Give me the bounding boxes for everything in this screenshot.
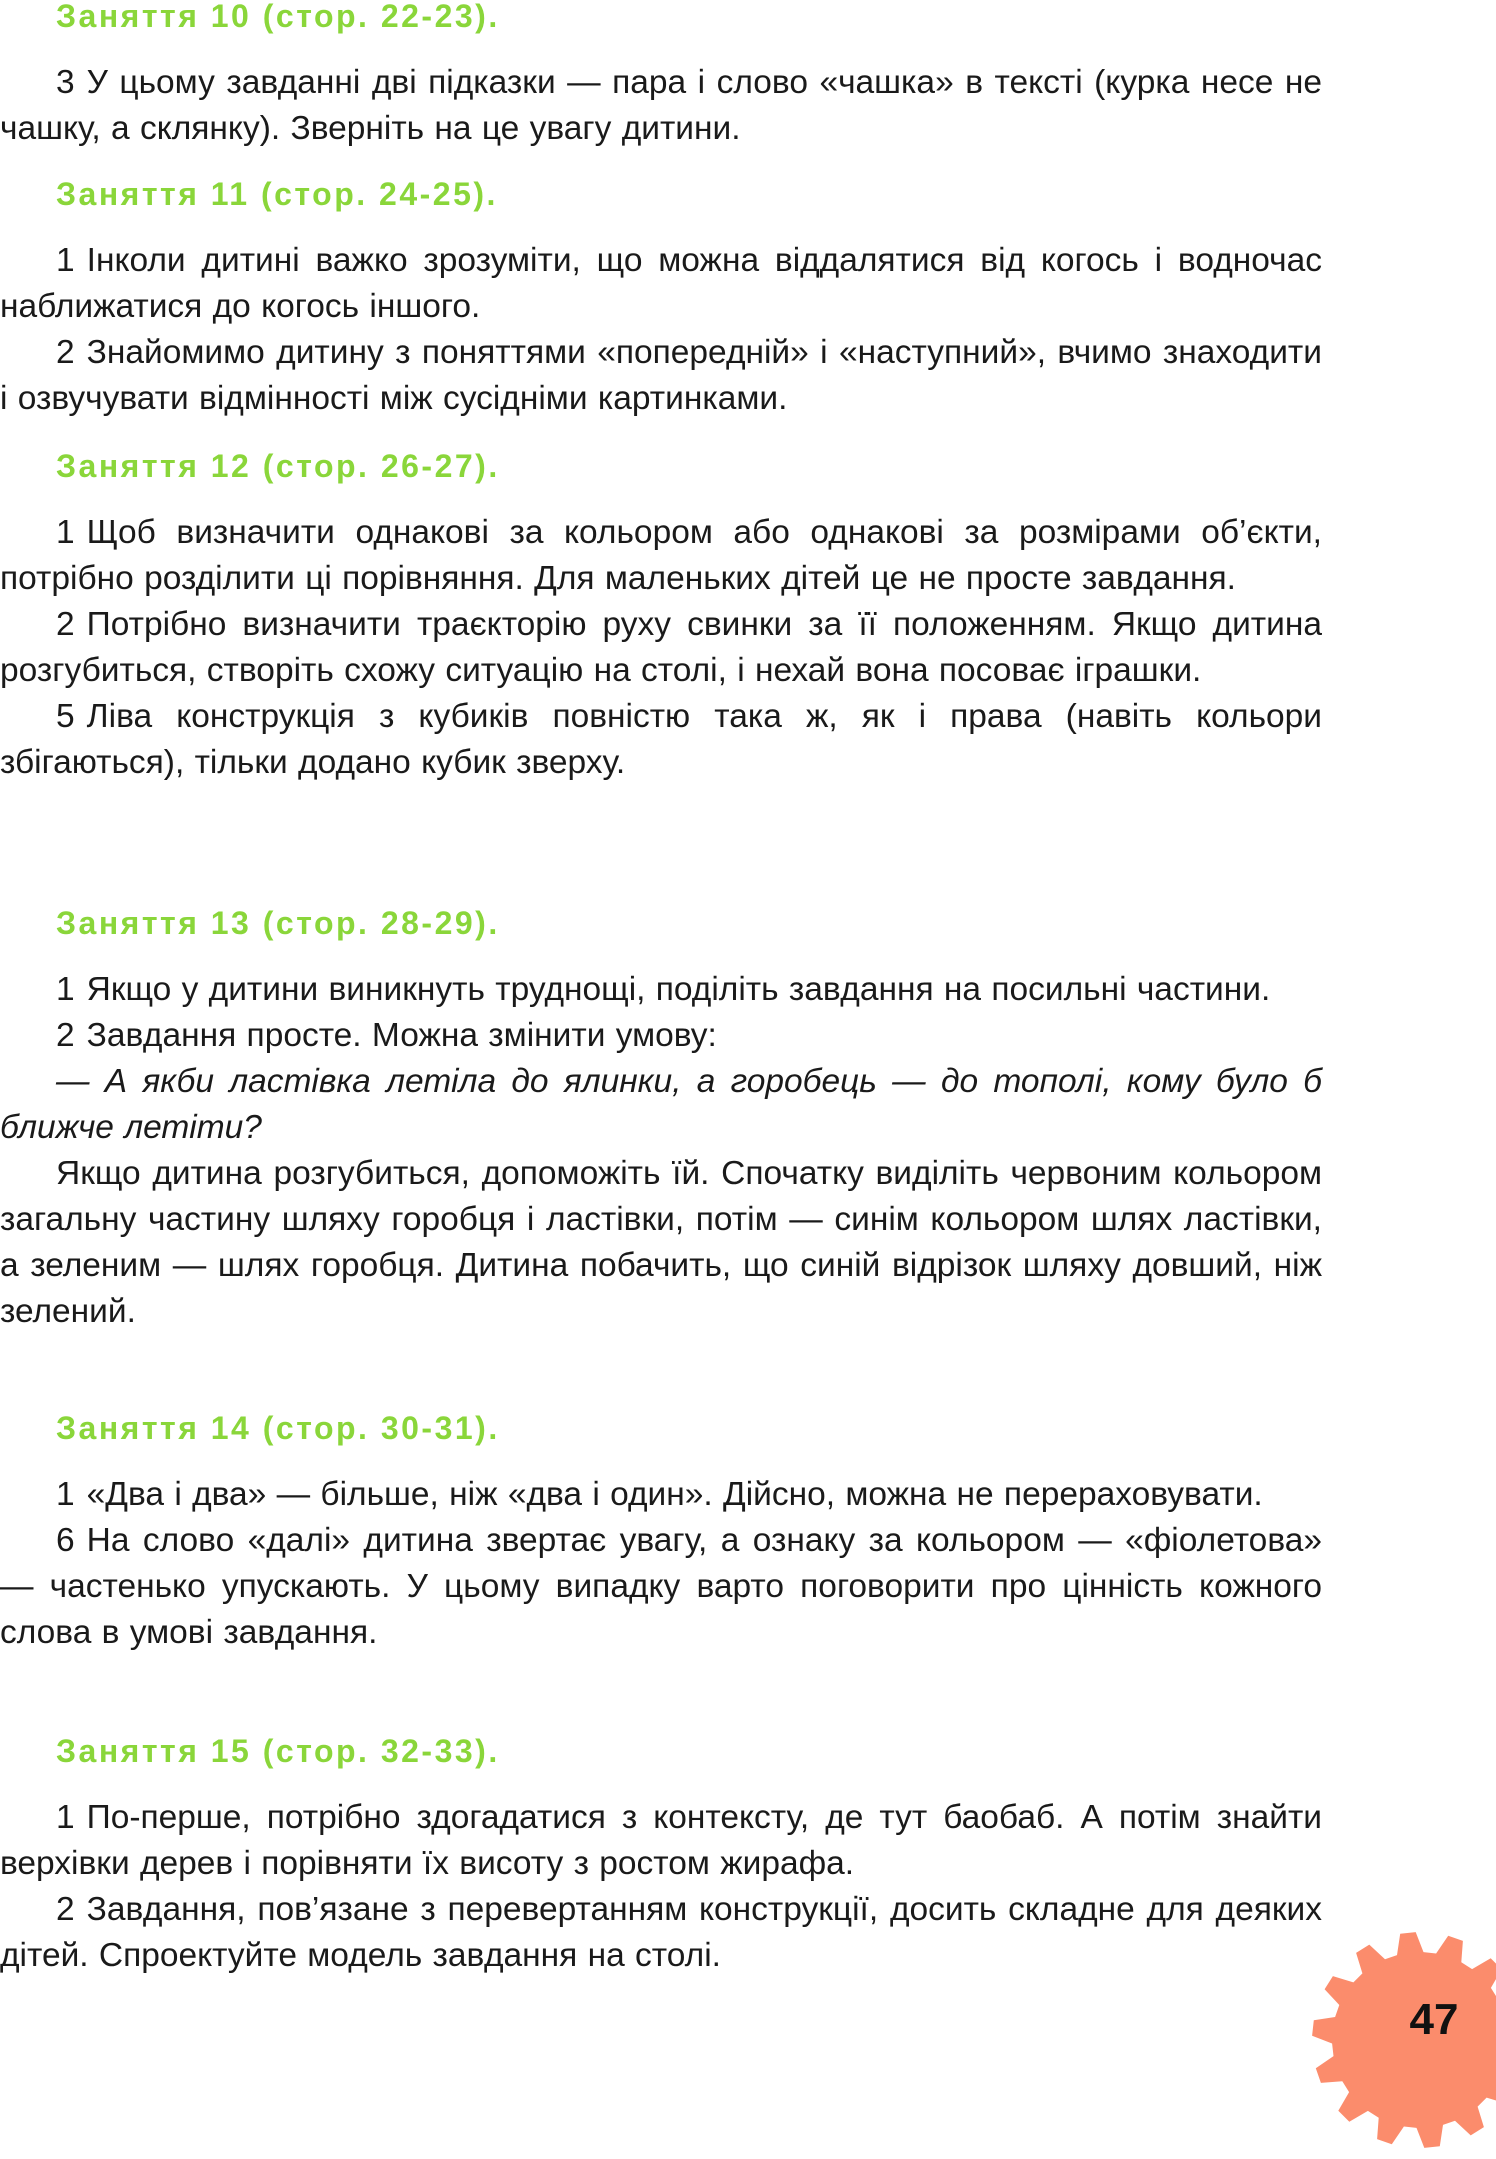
task-number: 5 bbox=[56, 698, 75, 735]
paragraph bbox=[0, 1795, 1322, 1887]
dialogue-paragraph bbox=[0, 1059, 1322, 1151]
lesson-heading: Заняття 15 (стор. 32-33). bbox=[56, 1733, 500, 1769]
paragraph-text: — А якби ластівка летіла до ялинки, а горобець — до тополі, кому було б ближче летіти? bbox=[0, 1063, 1322, 1146]
task-number: 1 bbox=[56, 1476, 75, 1513]
lesson-heading: Заняття 11 (стор. 24-25). bbox=[56, 176, 498, 212]
paragraph bbox=[0, 510, 1322, 602]
paragraph bbox=[0, 1518, 1322, 1656]
task-number: 1 bbox=[56, 514, 75, 551]
paragraph-text: Потрібно визначити траєкторію руху свинки за її положенням. Якщо дитина розгубиться, створіть схожу ситуацію на столі, і нехай вона посоває іграшки. bbox=[0, 606, 1322, 689]
lesson-heading: Заняття 12 (стор. 26-27). bbox=[56, 448, 500, 484]
section-lesson-11 bbox=[0, 170, 1322, 422]
task-number: 2 bbox=[56, 334, 75, 371]
paragraph-text: Завдання, пов’язане з перевертанням конструкції, досить складне для деяких дітей. Спроектуйте модель завдання на столі. bbox=[0, 1891, 1322, 1974]
paragraph-text: Завдання просте. Можна змінити умову: bbox=[86, 1017, 717, 1054]
paragraph bbox=[0, 1887, 1322, 1979]
paragraph bbox=[0, 238, 1322, 330]
task-number: 1 bbox=[56, 971, 75, 1008]
paragraph bbox=[0, 1013, 1322, 1059]
task-number: 2 bbox=[56, 1017, 75, 1054]
paragraph bbox=[0, 330, 1322, 422]
task-number: 1 bbox=[56, 1799, 75, 1836]
task-number: 2 bbox=[56, 1891, 75, 1928]
paragraph-text: Якщо дитина розгубиться, допоможіть їй. Спочатку виділіть червоним кольором загальну частину шляху горобця і ластівки, потім — синім кольором шлях ластівки, а зеленим — шлях горобця. Дитина побачить, що синій відрізок шляху довший, ніж зелений. bbox=[0, 1155, 1322, 1330]
section-lesson-15 bbox=[0, 1727, 1322, 1979]
page-number: 47 bbox=[1409, 1995, 1459, 2044]
paragraph-text: У цьому завданні дві підказки — пара і слово «чашка» в тексті (курка несе не чашку, а склянку). Зверніть на це увагу дитини. bbox=[0, 64, 1322, 147]
task-number: 3 bbox=[56, 64, 75, 101]
lesson-heading: Заняття 14 (стор. 30-31). bbox=[56, 1410, 500, 1446]
paragraph bbox=[0, 967, 1322, 1013]
paragraph-text: По-перше, потрібно здогадатися з контексту, де тут баобаб. А потім знайти верхівки дерев і порівняти їх висоту з ростом жирафа. bbox=[0, 1799, 1322, 1882]
lesson-heading: Заняття 10 (стор. 22-23). bbox=[56, 0, 500, 34]
paragraph-text: На слово «далі» дитина звертає увагу, а ознаку за кольором — «фіолетова» — частенько упускають. У цьому випадку варто поговорити про цінність кожного слова в умові завдання. bbox=[0, 1522, 1322, 1651]
task-number: 1 bbox=[56, 242, 75, 279]
section-lesson-14 bbox=[0, 1404, 1322, 1656]
section-lesson-12 bbox=[0, 442, 1322, 786]
section-lesson-10 bbox=[0, 0, 1322, 152]
paragraph bbox=[0, 60, 1322, 152]
task-number: 6 bbox=[56, 1522, 75, 1559]
paragraph-text: Інколи дитині важко зрозуміти, що можна віддалятися від когось і водночас наближатися до когось іншого. bbox=[0, 242, 1322, 325]
paragraph bbox=[0, 1472, 1322, 1518]
paragraph-text: Якщо у дитини виникнуть труднощі, поділіть завдання на посильні частини. bbox=[86, 971, 1271, 1008]
lesson-heading: Заняття 13 (стор. 28-29). bbox=[56, 905, 500, 941]
paragraph-text: Щоб визначити однакові за кольором або однакові за розмірами об’єкти, потрібно розділити ці порівняння. Для маленьких дітей це не просте завдання. bbox=[0, 514, 1322, 597]
paragraph-text: Знайомимо дитину з поняттями «попередній» і «наступний», вчимо знаходити і озвучувати відмінності між сусідніми картинками. bbox=[0, 334, 1322, 417]
paragraph bbox=[0, 694, 1322, 786]
paragraph bbox=[0, 1151, 1322, 1335]
task-number: 2 bbox=[56, 606, 75, 643]
paragraph-text: «Два і два» — більше, ніж «два і один». Дійсно, можна не перераховувати. bbox=[86, 1476, 1263, 1513]
paragraph bbox=[0, 602, 1322, 694]
section-lesson-13 bbox=[0, 899, 1322, 1335]
paragraph-text: Ліва конструкція з кубиків повністю така ж, як і права (навіть кольори збігаються), тільки додано кубик зверху. bbox=[0, 698, 1322, 781]
